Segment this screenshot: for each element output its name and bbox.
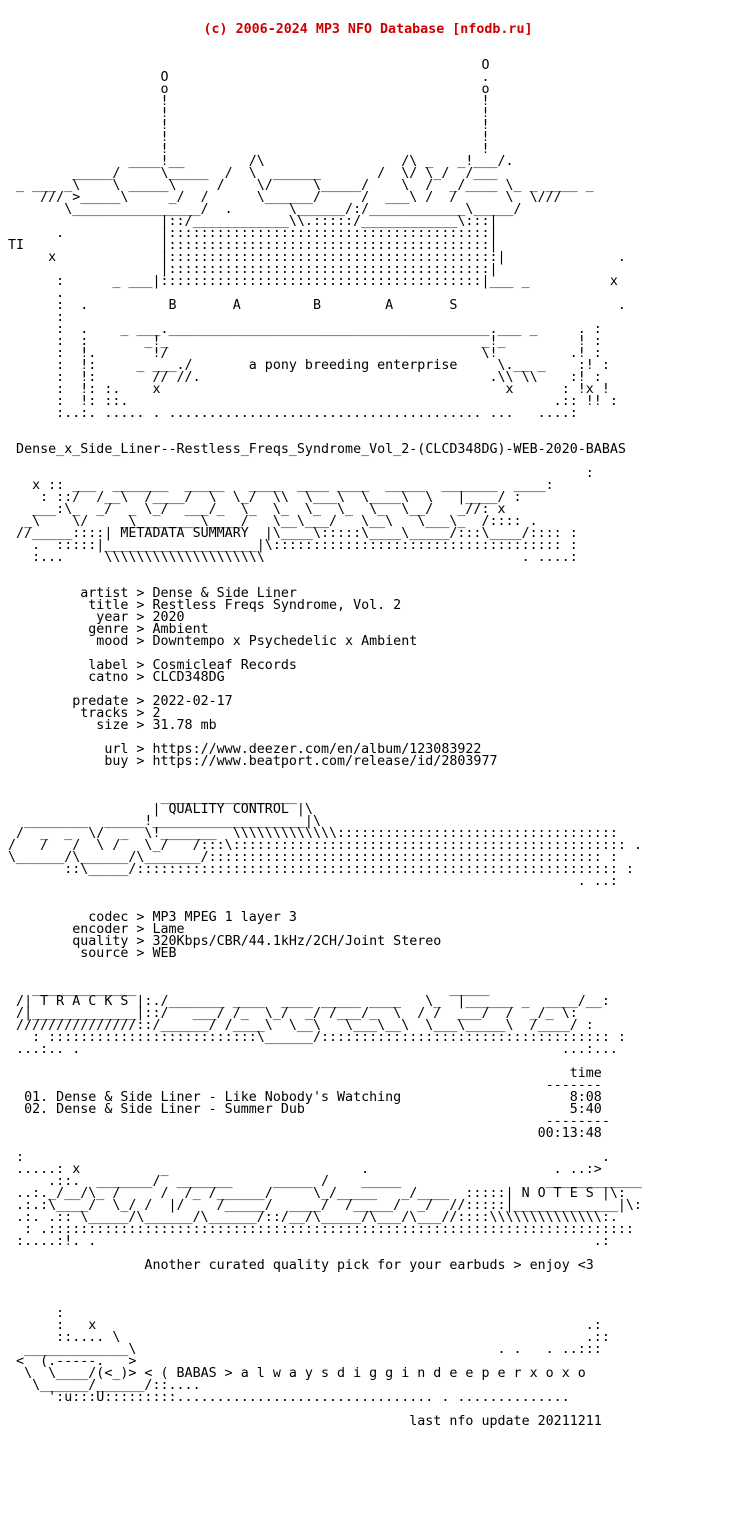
nfo-line: -------- (0, 1114, 610, 1129)
nfo-line: < (.-----. > (0, 1354, 137, 1369)
nfo-line: size > 31.78 mb (0, 718, 217, 733)
nfo-line: _____/ \_____ / \ ______ / \/ \_/ /___ (0, 166, 498, 181)
nfo-line: label > Cosmicleaf Records (0, 658, 297, 673)
nfo-line (0, 420, 736, 432)
nfo-line: . |::::::::::::::::::::::::::::::::::::::::| (0, 226, 498, 241)
nfo-line: / / / \ / \_/ /:::\::::::::::::::::::::::::::::::::::::::::::::::::: . (0, 838, 642, 853)
nfo-line: : ::/ /__\ /____/ \ \_/ \\ \___\ \____\ \ |____/ : (0, 490, 522, 505)
nfo-line (0, 768, 736, 780)
nfo-line: Dense_x_Side_Liner--Restless_Freqs_Syndrome_Vol_2-(CLCD348DG)-WEB-2020-BABAS (0, 442, 626, 457)
nfo-line: ! ! (0, 118, 490, 133)
nfo-line: /| T R A C K S |:./_______ ____ ____ _____ ____ \_ |______ _ ____/__: (0, 994, 610, 1009)
nfo-line: ! ! (0, 142, 490, 157)
nfo-line: _________________ (0, 790, 297, 805)
nfo-line: : : _!_ _!_ ! : (0, 334, 602, 349)
nfo-line: catno > CLCD348DG (0, 670, 225, 685)
nfo-line: artist > Dense & Side Liner (0, 586, 297, 601)
nfo-line: ..:._/__/\_ / / /_ /______/ \_/_____ _/____ :::::| N O T E S |\: (0, 1186, 626, 1201)
nfo-line: |::::::::::::::::::::::::::::::::::::::::| (0, 262, 498, 277)
nfo-line: : x .: (0, 1318, 602, 1333)
nfo-line (0, 1284, 736, 1296)
nfo-line: ____!__ /\ /\ _ _!___/. (0, 154, 514, 169)
nfo-line: : !: ::. .:: !! : (0, 394, 618, 409)
nfo-line: 00:13:48 (0, 1126, 602, 1141)
nfo-line (0, 888, 736, 900)
nfo-line: . (0, 286, 65, 301)
nfo-line: | QUALITY CONTROL |\ (0, 802, 313, 817)
nfo-line: year > 2020 (0, 610, 185, 625)
nfo-line: :....:!. . .: (0, 1234, 610, 1249)
nfo-line: : _ ___|::::::::::::::::::::::::::::::::::::::::|___ _ x (0, 274, 618, 289)
nfo-line: ! ! (0, 106, 490, 121)
nfo-line: : ::::::::::::::::::::::::::\______/:::::::::::::::::::::::::::::::::::: : (0, 1030, 626, 1045)
nfo-line: ________ _____!___________________|\ (0, 814, 321, 829)
nfo-line: o o (0, 82, 490, 97)
nfo-line: ...:.. . ...:... (0, 1042, 618, 1057)
nfo-line: 01. Dense & Side Liner - Like Nobody's Watching 8:08 (0, 1090, 602, 1105)
nfo-line: : (0, 1306, 65, 1321)
nfo-line: \______/\______/\_______/::::::::::::::::::::::::::::::::::::::::::::::::: : (0, 850, 618, 865)
nfo-line: ___:\_ _/ _ \_/ ___/_ \_ \_ \_ \_ \_ \__/ _//: x (0, 502, 506, 517)
nfo-line: /// >_____\ _/ / \______/ / ___\ / / \ \/// (0, 190, 562, 205)
nfo-line (0, 564, 736, 576)
nfo-line: :..:. ..... . ....................................... ... ....: (0, 406, 578, 421)
nfo-line: _____________\ . . . ..::: (0, 1342, 602, 1357)
nfo-line: x :: ___ _______ _____ ____ ____ ____ _____ _______ ____: (0, 478, 554, 493)
nfo-line: O (0, 58, 490, 73)
nfo-line: quality > 320Kbps/CBR/44.1kHz/2CH/Joint Stereo (0, 934, 442, 949)
site-header: (c) 2006-2024 MP3 NFO Database [nfodb.ru] (203, 22, 533, 37)
nfo-line: : .::::::::::::::::::::::::::::::::::::::::::::::::::::::::::::::::::::::::: (0, 1222, 634, 1237)
nfo-line: encoder > Lame (0, 922, 185, 937)
nfo-line: x |:::::::::::::::::::::::::::::::::::::::::| . (0, 250, 626, 265)
nfo-line: O . (0, 70, 490, 85)
nfo-line: : !: _ ___./ a pony breeding enterprise \.__ _ :! : (0, 358, 610, 373)
nfo-line: _____________ _____ (0, 982, 490, 997)
nfo-line: /|_____________|::/ ___/ /_ \_/ _/ /___/_ \ / / ___/ / _/_ \: (0, 1006, 578, 1021)
nfo-line: _\ \/ _\________\____/ \__\___/ \__\ \___\_ /:::: . (0, 514, 538, 529)
nfo-line: . ..: (0, 874, 618, 889)
nfo-line (0, 1272, 736, 1284)
nfo-line: :... \\\\\\\\\\\\\\\\\\\\ . ....: (0, 550, 578, 565)
nfo-line: codec > MP3 MPEG 1 layer 3 (0, 910, 297, 925)
nfo-line: : (0, 310, 65, 325)
nfo-line: ------- (0, 1078, 602, 1093)
nfo-line: ::\_____/:::::::::::::::::::::::::::::::::::::::::::::::::::::::::::: : (0, 862, 634, 877)
nfo-line: .:.:\____/ \_/ / |/ /_____/ ____/ /_____/ _/ //:::::|_____________|\: (0, 1198, 642, 1213)
nfo-line: ':u:::U:::::::::................................ . .............. (0, 1390, 570, 1405)
nfo-line: genre > Ambient (0, 622, 209, 637)
nfo-line: title > Restless Freqs Syndrome, Vol. 2 (0, 598, 402, 613)
nfo-line: tracks > 2 (0, 706, 161, 721)
nfo-line: .::. _______/ _______ _____ / _____ ____________ (0, 1174, 642, 1189)
nfo-line: _ ___ _\ \ _____\ / \/ \_____/ \ / _/____ \_ _ ____ _ (0, 178, 594, 193)
nfo-line: source > WEB (0, 946, 177, 961)
nfo-line: \______/______/::.... (0, 1378, 201, 1393)
nfo-line: \________________/ . \______/:/____________\_____/ (0, 202, 522, 217)
nfo-line: buy > https://www.beatport.com/release/id/2803977 (0, 754, 498, 769)
nfo-line: last nfo update 20211211 (0, 1414, 602, 1429)
nfo-body (0, 60, 736, 1428)
nfo-line: |::/____________\\.:::::/____________\:::| (0, 214, 498, 229)
nfo-line: : . B A B A S . (0, 298, 626, 313)
nfo-line: TI |::::::::::::::::::::::::::::::::::::::::| (0, 238, 498, 253)
nfo-line: : . (0, 1150, 610, 1165)
nfo-line (0, 1296, 736, 1308)
nfo-line: : . _ ___.________________________________________.___ _ . : (0, 322, 602, 337)
nfo-line: predate > 2022-02-17 (0, 694, 233, 709)
nfo-line: time (0, 1066, 602, 1081)
nfo-line: mood > Downtempo x Psychedelic x Ambient (0, 634, 418, 649)
nfo-line: / _ _ \/ _ \!_______ \\\\\\\\\\\\\::::::::::::::::::::::::::::::::::: (0, 826, 618, 841)
nfo-line: ! ! (0, 130, 490, 145)
nfo-line: ! ! (0, 94, 490, 109)
nfo-line: : !. !/ \! .! : (0, 346, 602, 361)
nfo-line (0, 960, 736, 972)
nfo-line: : !: // //. .\\ \\ :! : (0, 370, 602, 385)
nfo-line: ///////////////::/______/ /____\ \__\ \___\__\ \___\_____\ /____/ : (0, 1018, 594, 1033)
nfo-line: url > https://www.deezer.com/en/album/123083922 (0, 742, 482, 757)
nfo-line: Another curated quality pick for your earbuds > enjoy <3 (0, 1258, 594, 1273)
nfo-line: 02. Dense & Side Liner - Summer Dub 5:40 (0, 1102, 602, 1117)
nfo-line: . :::::|___________________|\:::::::::::::::::::::::::::::::::::: : (0, 538, 578, 553)
nfo-line: ::.... \ .:: (0, 1330, 610, 1345)
nfo-line: : !: :. x x : !x ! (0, 382, 610, 397)
nfo-line: : (0, 466, 594, 481)
nfo-line: .:. .:: \_____/\______/\______/::/__/\_____/\___/\___//::::\\\\\\\\\\\\\\:. (0, 1210, 618, 1225)
nfo-line: .....: x _ . . ..:> (0, 1162, 602, 1177)
nfo-line: //_____::::| METADATA SUMMARY |\____\:::::\____\_____/:::\____/:::: : (0, 526, 578, 541)
nfo-line: \ \____/(<_)> < ( BABAS > a l w a y s d i g g i n d e e p e r x o x o (0, 1366, 586, 1381)
